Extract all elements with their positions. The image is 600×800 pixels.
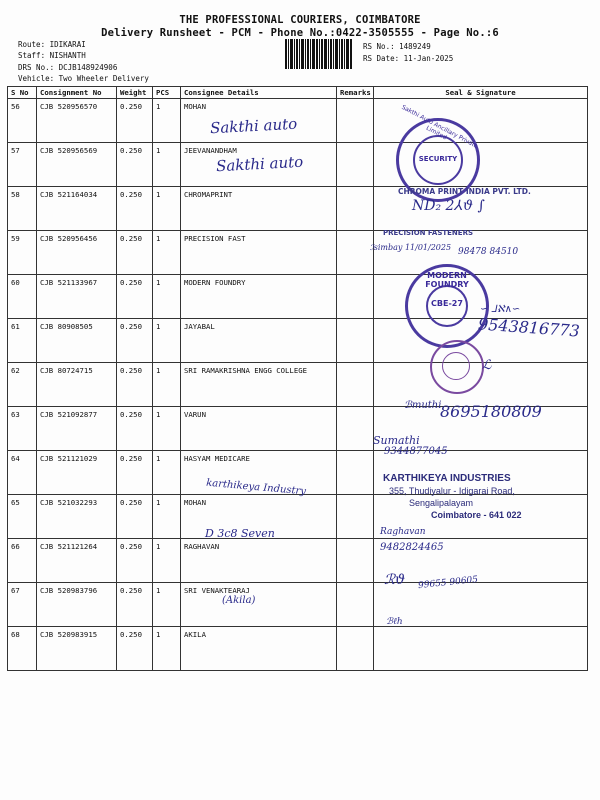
cell-weight: 0.250 — [117, 319, 153, 363]
cell-consignment: CJB 521092877 — [37, 407, 117, 451]
cell-sno: 58 — [8, 187, 37, 231]
cell-weight: 0.250 — [117, 539, 153, 583]
col-header-sno: S No — [8, 87, 37, 99]
handwritten-receiver-56: Sakthi auto — [209, 114, 298, 138]
cell-sno: 56 — [8, 99, 37, 143]
cell-remarks — [337, 407, 374, 451]
handwritten-receiver-57: Sakthi auto — [215, 152, 304, 176]
cell-remarks — [337, 275, 374, 319]
cell-consignee: MOHAN — [181, 99, 337, 143]
cell-consignment: CJB 520956569 — [37, 143, 117, 187]
handwritten-phone-63: 8695180809 — [440, 402, 542, 421]
cell-consignment: CJB 80908505 — [37, 319, 117, 363]
cell-pcs: 1 — [153, 407, 181, 451]
cell-weight: 0.250 — [117, 495, 153, 539]
cell-sno: 68 — [8, 627, 37, 671]
cell-consignment: CJB 521121029 — [37, 451, 117, 495]
document-subtitle: Delivery Runsheet - PCM - Phone No.:0422-3505555 - Page No.:6 — [101, 27, 499, 39]
cell-consignee: VARUN — [181, 407, 337, 451]
col-header-consignee: Consignee Details — [181, 87, 337, 99]
col-header-remarks: Remarks — [337, 87, 374, 99]
col-header-weight: Weight — [117, 87, 153, 99]
karthi-address-3: Coimbatore - 641 022 — [431, 510, 522, 520]
col-header-seal: Seal & Signature — [374, 87, 588, 99]
karthi-address-1: 355, Thudiyalur - Idigarai Road, — [389, 486, 515, 496]
signature-58: ND₂ 2⅄ϑ ∫ — [412, 198, 485, 214]
table-row — [8, 99, 588, 143]
cell-remarks — [337, 539, 374, 583]
cell-consignee: RAGHAVAN — [181, 539, 337, 583]
signature-61: ∽ ⅃ℵ∧∽ — [480, 304, 521, 315]
modern-seal-center: CBE-27 — [431, 299, 463, 308]
college-seal-inner — [442, 352, 470, 380]
col-header-pcs: PCS — [153, 87, 181, 99]
table-row — [8, 583, 588, 627]
cell-weight: 0.250 — [117, 99, 153, 143]
cell-sno: 63 — [8, 407, 37, 451]
cell-consignment: CJB 521032293 — [37, 495, 117, 539]
precision-fasteners-stamp: PRECISION FASTENERS — [383, 229, 474, 237]
cell-consignee: AKILA — [181, 627, 337, 671]
cell-weight: 0.250 — [117, 275, 153, 319]
cell-consignee: CHROMAPRINT — [181, 187, 337, 231]
handwritten-name-64: Sumathi — [373, 434, 420, 447]
karthi-address-2: Sengalipalayam — [409, 498, 474, 508]
staff-label: Staff: NISHANTH — [18, 51, 86, 60]
cell-sno: 67 — [8, 583, 37, 627]
cell-consignment: CJB 80724715 — [37, 363, 117, 407]
handwritten-note-68: (Akila) — [222, 595, 256, 606]
vehicle-label: Vehicle: Two Wheeler Delivery — [18, 74, 149, 83]
seal-security-text: SECURITY — [418, 155, 458, 163]
cell-pcs: 1 — [153, 99, 181, 143]
handwritten-phone-64: 9344877045 — [384, 446, 448, 457]
cell-weight: 0.250 — [117, 407, 153, 451]
cell-sno: 66 — [8, 539, 37, 583]
cell-seal — [374, 627, 588, 671]
cell-sno: 57 — [8, 143, 37, 187]
cell-pcs: 1 — [153, 187, 181, 231]
cell-remarks — [337, 231, 374, 275]
handwritten-note-66: D 3c8 Seven — [205, 527, 275, 540]
handwritten-note-65: karthikeya Industry — [205, 477, 307, 498]
runsheet-table — [7, 86, 588, 671]
barcode-icon — [285, 39, 353, 69]
cell-sno: 64 — [8, 451, 37, 495]
cell-pcs: 1 — [153, 451, 181, 495]
cell-weight: 0.250 — [117, 231, 153, 275]
rs-number: RS No.: 1489249 — [363, 42, 431, 51]
cell-pcs: 1 — [153, 231, 181, 275]
signature-68: ℬℓℎ — [386, 617, 403, 627]
cell-remarks — [337, 187, 374, 231]
cell-pcs: 1 — [153, 319, 181, 363]
cell-consignee: JEEVANANDHAM — [181, 143, 337, 187]
cell-remarks — [337, 143, 374, 187]
seal-ancillary-text: Sakthi Auto Ancillary Private Limited — [400, 103, 479, 151]
cell-consignee: HASYAM MEDICARE — [181, 451, 337, 495]
cell-consignment: CJB 521133967 — [37, 275, 117, 319]
handwritten-phone-59: 98478 84510 — [458, 247, 519, 257]
modern-seal-text: MODERN FOUNDRY — [425, 271, 469, 289]
cell-sno: 65 — [8, 495, 37, 539]
col-header-consignment: Consignment No — [37, 87, 117, 99]
cell-remarks — [337, 627, 374, 671]
cell-remarks — [337, 451, 374, 495]
cell-consignee: SRI VENAKTEARAJ — [181, 583, 337, 627]
cell-pcs: 1 — [153, 275, 181, 319]
cell-weight: 0.250 — [117, 143, 153, 187]
cell-consignment: CJB 520983796 — [37, 583, 117, 627]
cell-consignee: MODERN FOUNDRY — [181, 275, 337, 319]
cell-pcs: 1 — [153, 363, 181, 407]
cell-sno: 61 — [8, 319, 37, 363]
cell-remarks — [337, 99, 374, 143]
cell-weight: 0.250 — [117, 363, 153, 407]
cell-pcs: 1 — [153, 627, 181, 671]
cell-consignment: CJB 520956456 — [37, 231, 117, 275]
college-seal — [430, 340, 484, 394]
cell-weight: 0.250 — [117, 583, 153, 627]
cell-sno: 59 — [8, 231, 37, 275]
cell-consignee: JAYABAL — [181, 319, 337, 363]
cell-consignment: CJB 521164034 — [37, 187, 117, 231]
table-header-row — [8, 87, 588, 99]
karthikeya-industries-stamp — [383, 473, 522, 521]
cell-sno: 62 — [8, 363, 37, 407]
table-row — [8, 539, 588, 583]
cell-seal — [374, 583, 588, 627]
handwritten-phone-61: 9543816773 — [477, 314, 581, 341]
rs-date: RS Date: 11-Jan-2025 — [363, 54, 454, 63]
signature-62: ℒ — [482, 358, 492, 373]
cell-remarks — [337, 583, 374, 627]
table-row — [8, 363, 588, 407]
karthi-name: KARTHIKEYA INDUSTRIES — [383, 473, 511, 484]
table-row — [8, 627, 588, 671]
modern-foundry-seal — [405, 264, 489, 348]
cell-sno: 60 — [8, 275, 37, 319]
chroma-print-stamp: CHROMA PRINT INDIA PVT. LTD. — [398, 187, 531, 196]
drs-number: DRS No.: DCJB148924906 — [18, 63, 118, 72]
signature-59: ℐsimbay 11/01/2025 — [370, 243, 452, 252]
cell-consignment: CJB 520956570 — [37, 99, 117, 143]
cell-consignee: SRI RAMAKRISHNA ENGG COLLEGE — [181, 363, 337, 407]
cell-consignment: CJB 521121264 — [37, 539, 117, 583]
cell-pcs: 1 — [153, 583, 181, 627]
cell-remarks — [337, 495, 374, 539]
cell-consignment: CJB 520983915 — [37, 627, 117, 671]
cell-weight: 0.250 — [117, 187, 153, 231]
cell-pcs: 1 — [153, 495, 181, 539]
cell-weight: 0.250 — [117, 451, 153, 495]
cell-pcs: 1 — [153, 539, 181, 583]
cell-pcs: 1 — [153, 143, 181, 187]
cell-consignee: MOHAN — [181, 495, 337, 539]
cell-weight: 0.250 — [117, 627, 153, 671]
document-title: THE PROFESSIONAL COURIERS, COIMBATORE — [179, 14, 421, 26]
route-label: Route: IDIKARAI — [18, 40, 86, 49]
signature-63: ℬmuthi — [404, 400, 442, 411]
handwritten-name-66: Raghavan — [380, 527, 426, 537]
handwritten-phone-67: 99655 90605 — [417, 574, 479, 592]
signature-67: ℛϑ — [384, 572, 406, 588]
handwritten-phone-66: 9482824465 — [380, 542, 444, 553]
cell-consignee: PRECISION FAST — [181, 231, 337, 275]
cell-remarks — [337, 319, 374, 363]
cell-remarks — [337, 363, 374, 407]
